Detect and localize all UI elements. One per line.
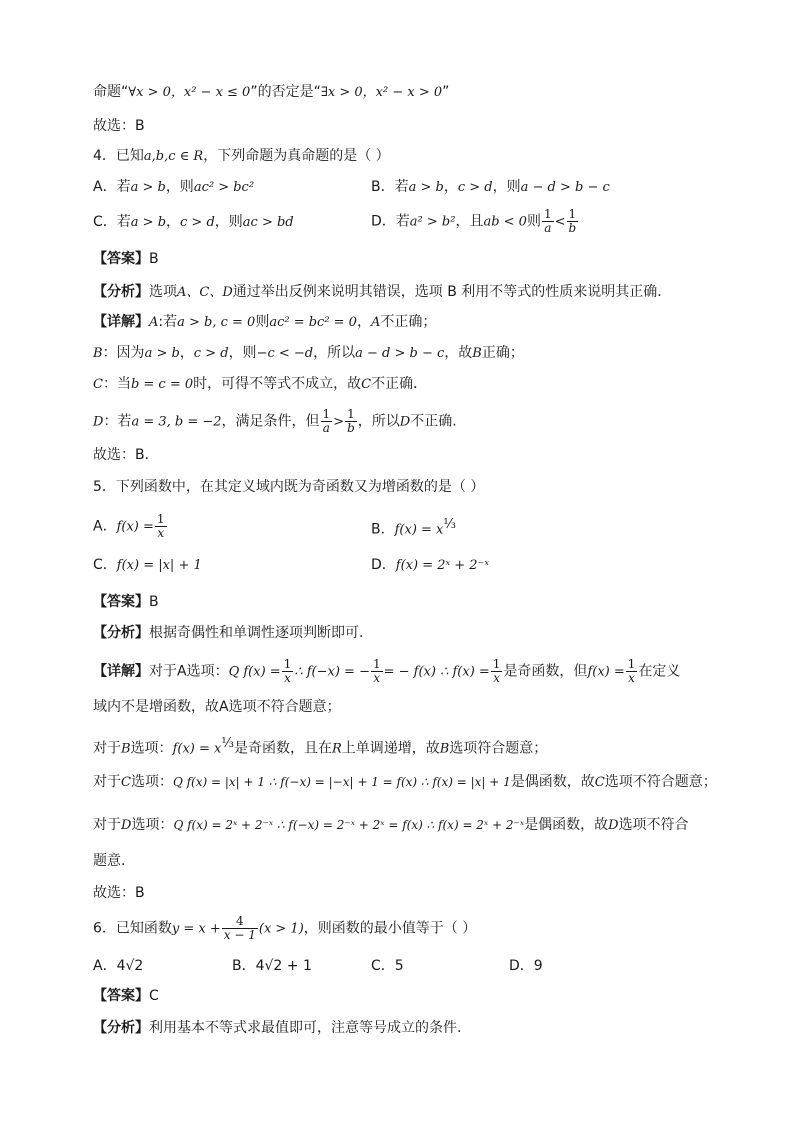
q6-answer xyxy=(93,986,159,1006)
math: ∃x > 0，x² − x > 0 xyxy=(320,85,443,100)
q5-option-d xyxy=(371,555,489,576)
text: ，满足条件，但 xyxy=(221,413,320,430)
text: 则 xyxy=(255,314,270,330)
numerator: 1 xyxy=(627,657,636,671)
question-6-stem xyxy=(93,915,476,942)
text: 不正确. xyxy=(410,413,457,430)
text: ，则 xyxy=(228,345,257,361)
math: D xyxy=(121,818,132,833)
q4-detail-d xyxy=(93,408,457,435)
fraction xyxy=(491,658,503,685)
math: f(x) = x xyxy=(172,741,222,757)
question-4-stem xyxy=(93,146,390,167)
text: ， xyxy=(179,345,194,361)
math: B xyxy=(121,741,131,757)
math: Q f(x) = |x| + 1 ∴ f(−x) = |−x| + 1 = f(x) ∴ f(x) = |x| + 1 xyxy=(172,775,511,789)
text: 不正确； xyxy=(380,314,437,330)
text: B xyxy=(149,594,159,610)
text: :若 xyxy=(158,314,178,330)
text: ，所以 xyxy=(313,345,356,361)
detail-tag: 【详解】 xyxy=(93,663,149,680)
detail-tag: 【详解】 xyxy=(93,314,149,330)
answer-tag: 【答案】 xyxy=(93,594,149,610)
text: 选项： xyxy=(130,740,173,757)
denominator: x xyxy=(157,526,165,540)
math: > xyxy=(333,414,345,430)
math: f(x) = xyxy=(587,664,625,680)
denominator: x xyxy=(373,671,381,685)
math: C xyxy=(594,775,605,790)
math: A xyxy=(149,315,159,330)
math: B xyxy=(439,741,450,757)
math: a > b xyxy=(130,180,166,195)
math: ab < 0 xyxy=(483,214,527,230)
q4-option-a xyxy=(93,177,254,198)
math: f(x) = |x| + 1 xyxy=(116,558,202,573)
math: a > b, c = 0 xyxy=(177,315,256,330)
text: A．若 xyxy=(93,179,131,195)
math: f(x) = xyxy=(116,519,154,535)
math: ac² = bc² = 0 xyxy=(269,315,357,330)
math: R xyxy=(331,741,342,757)
text: ，则 xyxy=(165,179,194,195)
math: B xyxy=(472,346,482,361)
math: (x > 1) xyxy=(258,921,304,937)
math: A xyxy=(370,315,381,330)
math: Q f(x) = xyxy=(228,664,281,680)
math: = − f(x) ∴ f(x) = xyxy=(383,664,490,680)
text: ，则函数的最小值等于（ ） xyxy=(303,920,477,937)
q5-detail-d xyxy=(93,815,689,836)
q6-option-c: C．5 xyxy=(371,958,404,974)
q5-detail-a-cont: 域内不是增函数，故A选项不符合题意； xyxy=(93,699,341,715)
answer-tag: 【答案】 xyxy=(93,251,149,267)
text: ：当 xyxy=(102,376,131,392)
fraction xyxy=(282,658,294,685)
q4-option-b xyxy=(371,177,610,198)
q5-option-a xyxy=(93,513,168,540)
q5-detail-a xyxy=(93,658,680,685)
math: < xyxy=(554,214,566,230)
math: a > b xyxy=(144,346,180,361)
q5-detail-b xyxy=(93,734,547,760)
fraction xyxy=(222,915,258,942)
math: −c < −d xyxy=(256,346,314,361)
fraction xyxy=(345,408,357,435)
text: 是偶函数，故 xyxy=(510,774,595,790)
text: C．若 xyxy=(93,214,131,230)
text: B．若 xyxy=(371,179,409,195)
text: D．若 xyxy=(371,213,410,230)
math: B xyxy=(93,346,103,361)
text: ” xyxy=(442,84,450,100)
text: 选项符合题意； xyxy=(449,740,548,757)
q5-detail-c xyxy=(93,772,717,793)
text: ， xyxy=(356,314,371,330)
math: y = x + xyxy=(171,921,221,937)
q4-detail-c xyxy=(93,374,427,395)
math: ∴ f(−x) = − xyxy=(294,664,370,680)
analysis-tag: 【分析】 xyxy=(93,284,149,300)
math: D xyxy=(93,414,104,430)
text: 命题“ xyxy=(93,84,129,100)
question-5-stem: 5．下列函数中，在其定义域内既为奇函数又为增函数的是（ ） xyxy=(93,479,485,495)
fraction xyxy=(321,408,333,435)
q6-analysis xyxy=(93,1018,461,1038)
q5-answer xyxy=(93,592,159,612)
math: c > d xyxy=(457,180,493,195)
analysis-tag: 【分析】 xyxy=(93,625,149,641)
math: D xyxy=(399,414,411,430)
q6-option-d: D．9 xyxy=(509,958,543,974)
text: 对于 xyxy=(93,817,121,833)
q6-option-b: B．4√2 + 1 xyxy=(232,958,312,974)
text: ：若 xyxy=(103,413,132,430)
math: D xyxy=(608,818,619,833)
q4-option-d xyxy=(371,208,579,235)
math: A、C、D xyxy=(177,285,233,300)
denominator: x xyxy=(284,671,291,685)
text: B． xyxy=(371,521,395,538)
text: ，下列命题为真命题的是（ ） xyxy=(203,148,390,164)
numerator: 4 xyxy=(222,915,258,929)
text: 选项不符合题意； xyxy=(604,774,717,790)
text: 时，可得不等式不成立，故 xyxy=(193,376,362,392)
text: 选项： xyxy=(131,817,174,833)
q5-option-c xyxy=(93,555,202,576)
text: 上单调递增，故 xyxy=(341,740,440,757)
exponent: ⅓ xyxy=(443,517,456,532)
answer-choice-line: 故选：B xyxy=(93,118,145,134)
text: 在定义 xyxy=(638,663,681,680)
math: ∀x > 0，x² − x ≤ 0 xyxy=(128,85,251,100)
text: 对于 xyxy=(93,740,121,757)
numerator: 1 xyxy=(156,512,165,526)
text: ，所以 xyxy=(357,413,400,430)
math: a > b xyxy=(408,180,444,195)
text: ：因为 xyxy=(102,345,145,361)
fraction xyxy=(155,513,167,540)
text: ，且 xyxy=(455,213,484,230)
q4-answer xyxy=(93,249,159,269)
text: ”的否定是“ xyxy=(250,84,321,100)
text: 4．已知 xyxy=(93,148,144,164)
q4-option-c xyxy=(93,212,294,233)
math: C xyxy=(361,377,372,392)
text: 对于 xyxy=(93,774,121,790)
numerator: 1 xyxy=(345,408,357,422)
text: 通过举出反例来说明其错误，选项 B 利用不等式的性质来说明其正确． xyxy=(232,284,672,300)
numerator: 1 xyxy=(543,207,552,221)
text: 选项不符合 xyxy=(618,817,689,833)
exponent: ⅓ xyxy=(221,736,234,751)
math: c > d xyxy=(193,346,229,361)
math: C xyxy=(93,377,103,392)
text: 选项 xyxy=(149,284,177,300)
text: C． xyxy=(93,557,117,573)
math: a,b,c ∈ R xyxy=(143,149,204,164)
math: f(x) = x xyxy=(394,522,444,538)
text: 是奇函数，且在 xyxy=(233,740,332,757)
q5-conclusion: 故选：B xyxy=(93,885,145,901)
numerator: 1 xyxy=(567,208,579,222)
math: Q f(x) = 2ˣ + 2⁻ˣ ∴ f(−x) = 2⁻ˣ + 2ˣ = f(x) ∴ f(x) = 2ˣ + 2⁻ˣ xyxy=(173,818,525,832)
numerator: 1 xyxy=(372,657,381,671)
fraction xyxy=(371,658,383,685)
math: ac > bd xyxy=(242,215,294,230)
math: a = 3, b = −2 xyxy=(131,414,222,430)
text: 利用基本不等式求最值即可，注意等号成立的条件. xyxy=(149,1020,462,1036)
text: 6．已知函数 xyxy=(93,920,172,937)
q5-detail-d-cont: 题意． xyxy=(93,853,135,869)
q5-analysis xyxy=(93,623,363,643)
answer-tag: 【答案】 xyxy=(93,988,149,1004)
denominator: x xyxy=(493,671,500,685)
q4-detail-b xyxy=(93,343,524,364)
analysis-tag: 【分析】 xyxy=(93,1020,149,1036)
math: a − d > b − c xyxy=(520,180,610,195)
text: 则 xyxy=(526,213,541,230)
text: ，则 xyxy=(492,179,521,195)
numerator: 1 xyxy=(283,657,292,671)
text: B xyxy=(149,251,159,267)
math: a − d > b − c xyxy=(355,346,445,361)
q4-detail-a xyxy=(93,312,436,333)
q5-option-b xyxy=(371,515,456,541)
text: 根据奇偶性和单调性逐项判断即可. xyxy=(149,625,364,641)
numerator: 1 xyxy=(322,407,331,421)
denominator: b xyxy=(568,221,577,235)
fraction xyxy=(542,208,554,235)
denominator: x xyxy=(628,671,635,685)
math: a² > b² xyxy=(409,214,456,230)
denominator: a xyxy=(544,221,552,235)
text: D． xyxy=(371,557,396,573)
q4-conclusion: 故选：B． xyxy=(93,447,159,463)
math: C xyxy=(121,775,131,790)
text: 是奇函数，但 xyxy=(503,663,588,680)
math: f(x) = 2ˣ + 2⁻ˣ xyxy=(395,558,490,573)
text: 是偶函数，故 xyxy=(524,817,609,833)
text: ， xyxy=(443,179,458,195)
q4-analysis xyxy=(93,282,671,303)
q6-option-a: A．4√2 xyxy=(93,958,144,974)
text: 选项： xyxy=(130,774,173,790)
text: 正确； xyxy=(481,345,524,361)
text: ， xyxy=(166,214,181,230)
math: a > b xyxy=(130,215,167,230)
denominator: x − 1 xyxy=(223,928,256,942)
text: 不正确． xyxy=(371,376,428,392)
denominator: a xyxy=(322,421,330,435)
fraction xyxy=(567,208,579,235)
text: 对于A选项： xyxy=(149,663,229,680)
negation-statement xyxy=(93,82,449,103)
text: ，故 xyxy=(444,345,473,361)
fraction xyxy=(626,658,638,685)
text: A． xyxy=(93,518,117,535)
text: C xyxy=(149,988,159,1004)
math: ac² > bc² xyxy=(193,180,255,195)
math: c > d xyxy=(180,215,215,230)
text: ，则 xyxy=(214,214,243,230)
numerator: 1 xyxy=(492,657,501,671)
math: b = c = 0 xyxy=(130,377,194,392)
denominator: b xyxy=(347,421,355,435)
